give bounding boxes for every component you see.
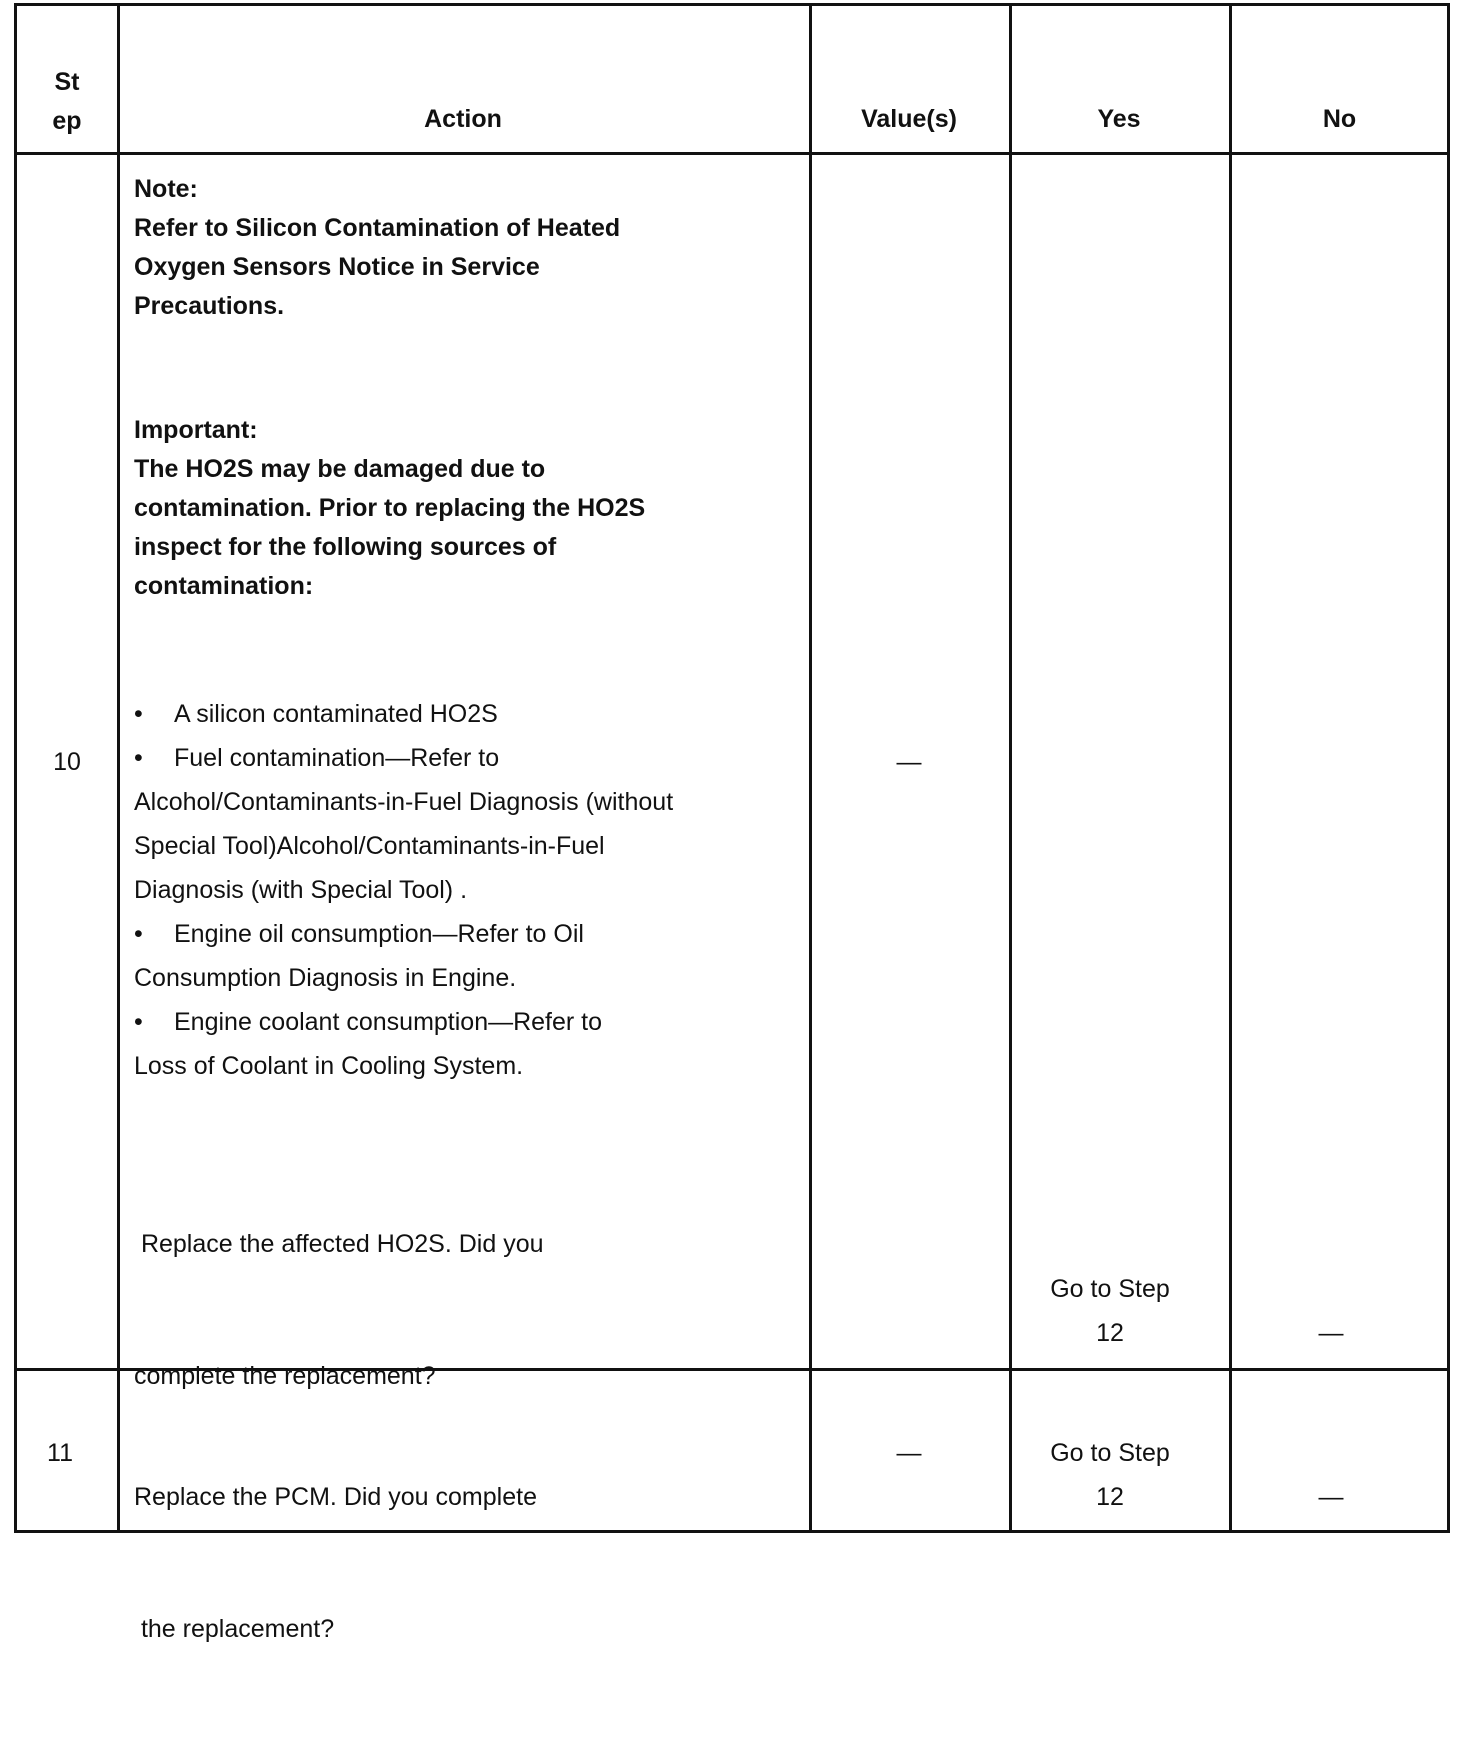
row10-step: 10 [53, 748, 81, 776]
row10-value: — [896, 748, 922, 776]
row11-value: — [896, 1439, 922, 1467]
column-divider [1229, 6, 1232, 1530]
header-no: No [1322, 105, 1357, 133]
note-line: Precautions. [134, 292, 285, 320]
list-continuation: Alcohol/Contaminants-in-Fuel Diagnosis (without [134, 788, 674, 816]
row11-step: 11 [47, 1439, 73, 1467]
important-block [134, 411, 645, 606]
note-line: Refer to Silicon Contamination of Heated [134, 214, 621, 242]
note-line: Oxygen Sensors Notice in Service [134, 253, 540, 281]
header-yes: Yes [1097, 105, 1141, 133]
header-step: St ep [52, 68, 82, 135]
contamination-list [134, 692, 673, 1088]
header-action: Action [424, 105, 502, 133]
bullet-icon: • [134, 744, 143, 772]
list-item: • Engine oil consumption—Refer to Oil [134, 912, 673, 956]
note-block [134, 170, 620, 326]
row11-yes: Go to Step 12 [1050, 1439, 1170, 1511]
row11-no: — [1318, 1483, 1344, 1511]
list-continuation: Diagnosis (with Special Tool) . [134, 876, 468, 904]
important-line: The HO2S may be damaged due to [134, 455, 546, 483]
note-label: Note: [134, 175, 198, 203]
list-continuation: Special Tool)Alcohol/Contaminants-in-Fuel [134, 832, 605, 860]
row11-action: Replace the PCM. Did you complete the replacement? [134, 1483, 537, 1643]
row10-question: Replace the affected HO2S. Did you complete the replacement? [134, 1230, 544, 1390]
list-item: • Engine coolant consumption—Refer to [134, 1000, 673, 1044]
important-line: inspect for the following sources of [134, 533, 557, 561]
important-line: contamination: [134, 572, 314, 600]
column-divider [117, 6, 120, 1530]
row-divider [17, 152, 1447, 155]
row10-yes: Go to Step 12 [1050, 1275, 1170, 1347]
diagnostic-table [14, 3, 1450, 1643]
list-item: • Fuel contamination—Refer to [134, 736, 673, 780]
list-continuation: Consumption Diagnosis in Engine. [134, 964, 517, 992]
row10-no: — [1318, 1319, 1344, 1347]
list-item: • A silicon contaminated HO2S [134, 692, 673, 736]
bullet-icon: • [134, 700, 143, 728]
list-continuation: Loss of Coolant in Cooling System. [134, 1052, 524, 1080]
important-label: Important: [134, 416, 258, 444]
bullet-icon: • [134, 1008, 143, 1036]
bullet-icon: • [134, 920, 143, 948]
important-line: contamination. Prior to replacing the HO2S [134, 494, 646, 522]
header-values: Value(s) [861, 105, 957, 133]
